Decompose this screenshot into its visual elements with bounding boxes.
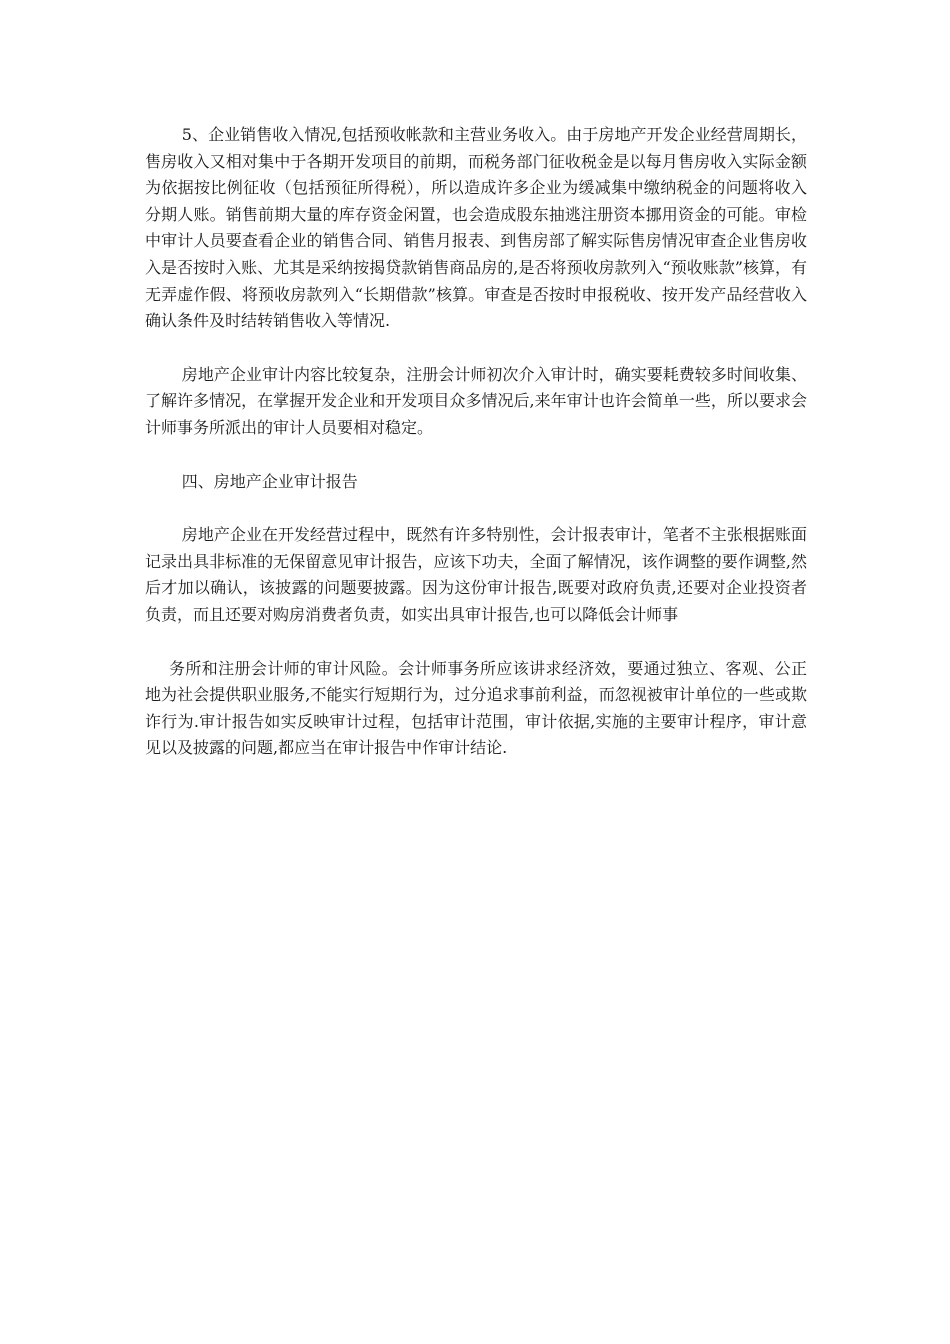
paragraph-gap xyxy=(145,629,807,656)
paragraph-gap xyxy=(145,335,807,362)
paragraph-audit-complexity: 房地产企业审计内容比较复杂，注册会计师初次介入审计时，确实要耗费较多时间收集、了解许多情况，在掌握开发企业和开发项目众多情况后,来年审计也许会简单一些，所以要求会计师事务所派出的审计人员要相对稳定。 xyxy=(145,364,807,437)
paragraph-gap xyxy=(145,495,807,522)
paragraph-gap xyxy=(145,442,807,469)
section-heading-audit-report: 四、房地产企业审计报告 xyxy=(181,471,358,491)
paragraph-audit-report: 房地产企业在开发经营过程中，既然有许多特别性，会计报表审计，笔者不主张根据账面记录出具非标准的无保留意见审计报告，应该下功夫，全面了解情况，该作调整的要作调整,然后才加以确认，该披露的问题要披露。因为这份审计报告,既要对政府负责,还要对企业投资者负责，而且还要对购房消费者负责，如实出具审计报告,也可以降低会计师事 xyxy=(145,525,807,624)
paragraph-audit-risk: 务所和注册会计师的审计风险。会计师事务所应该讲求经济效，要通过独立、客观、公正地为社会提供职业服务,不能实行短期行为，过分追求事前利益，而忽视被审计单位的一些或欺诈行为.审计报告如实反映审计过程，包括审计范围，审计依据,实施的主要审计程序，审计意见以及披露的问题,都应当在审计报告中作审计结论. xyxy=(145,658,807,758)
paragraph-sales-revenue: 5、企业销售收入情况,包括预收帐款和主营业务收入。由于房地产开发企业经营周期长，售房收入又相对集中于各期开发项目的前期，而税务部门征收税金是以每月售房收入实际金额为依据按比例征收（包括预征所得税），所以造成许多企业为缓减集中缴纳税金的问题将收入分期人账。销售前期大量的库存资金闲置，也会造成股东抽逃注册资本挪用资金的可能。审检中审计人员要查看企业的销售合同、销售月报表、到售房部了解实际售房情况审查企业售房收入是否按时入账、尤其是采纳按揭贷款销售商品房的,是否将预收房款列入“预收账款”核算，有无弄虚作假、将预收房款列入“长期借款”核算。审查是否按时申报税收、按开发产品经营收入确认条件及时结转销售收入等情况. xyxy=(145,125,807,331)
document-page xyxy=(145,122,807,762)
